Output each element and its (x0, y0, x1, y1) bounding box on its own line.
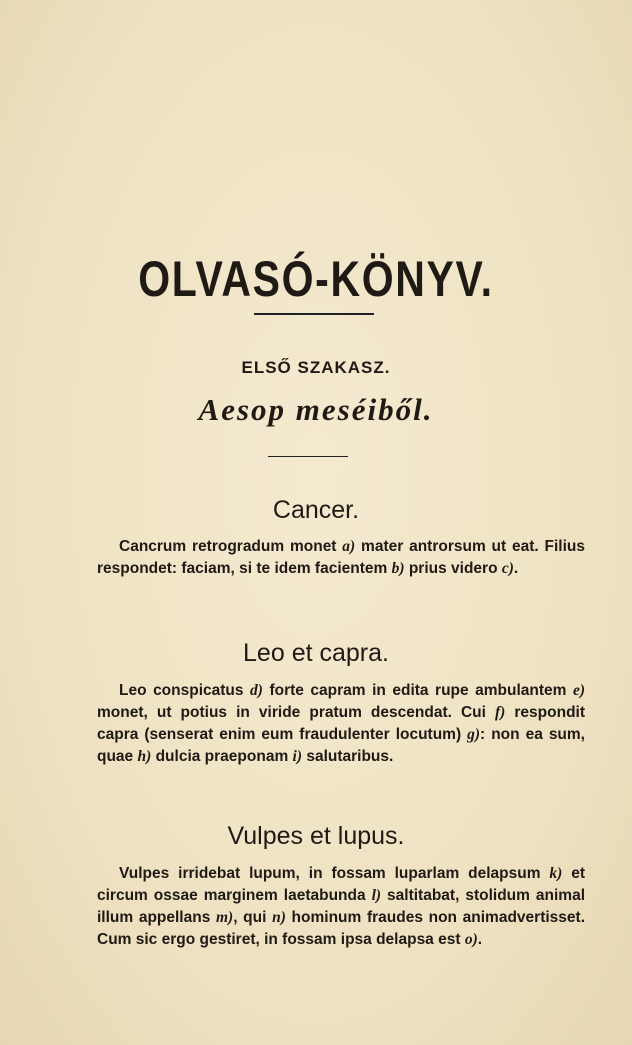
footnote-marker: c) (501, 560, 514, 577)
fable-title-cancer: Cancer. (272, 496, 360, 524)
footnote-marker: h) (137, 748, 152, 765)
text: hominum fraudes non animadvertisset. Cum sic ergo gestiret, in fossam ipsa delapsa est (97, 909, 586, 948)
fable-body-vulpes (97, 863, 585, 951)
subtitle: Aesop meséiből. (198, 392, 434, 427)
footnote-marker: k) (549, 865, 563, 882)
footnote-marker: f) (495, 704, 506, 721)
show-through-text (0, 0, 632, 240)
text: prius videro (404, 560, 502, 577)
fable-body-leo (97, 680, 585, 768)
text: Cancrum retrogradum monet (119, 538, 343, 555)
footnote-marker: a) (342, 538, 356, 555)
footnote-marker: g) (467, 726, 481, 743)
footnote-marker: n) (272, 909, 286, 926)
footnote-marker: b) (391, 560, 405, 577)
footnote-marker: m) (216, 909, 234, 926)
footnote-marker: d) (250, 682, 263, 699)
title-rule (254, 313, 374, 315)
text: . (477, 931, 483, 948)
fable-title-leo: Leo et capra. (243, 639, 389, 667)
text: dulcia praeponam (151, 748, 293, 765)
text: saltitabat, stolidum animal illum appellans (97, 887, 585, 926)
subtitle-rule (268, 456, 348, 457)
footnote-marker: l) (371, 887, 382, 904)
text: Vulpes irridebat lupum, in fossam luparlam delapsum (119, 865, 550, 882)
text: : non ea sum, quae (97, 726, 585, 765)
text: et circum ossae marginem laetabunda (97, 865, 585, 904)
text: . (513, 560, 519, 577)
text: mater antrorsum ut eat. Filius respondet: faciam, si te idem facientem (97, 538, 585, 577)
fable-title-vulpes: Vulpes et lupus. (227, 822, 405, 850)
footnote-marker: i) (292, 748, 303, 765)
fable-body-cancer (97, 536, 585, 580)
section-heading: ELSŐ SZAKASZ. (241, 358, 391, 377)
text: respondit capra (senserat enim eum fraudulenter locutum) (97, 704, 585, 743)
footnote-marker: o) (464, 931, 478, 948)
text: forte capram in edita rupe ambulantem (262, 682, 573, 699)
text: salutaribus. (302, 748, 394, 765)
text: , qui (233, 909, 273, 926)
text: Leo conspicatus (119, 682, 251, 699)
book-title: OLVASÓ-KÖNYV. (138, 251, 494, 307)
footnote-marker: e) (572, 682, 585, 699)
text: monet, ut potius in viride pratum descendat. Cui (97, 704, 495, 721)
